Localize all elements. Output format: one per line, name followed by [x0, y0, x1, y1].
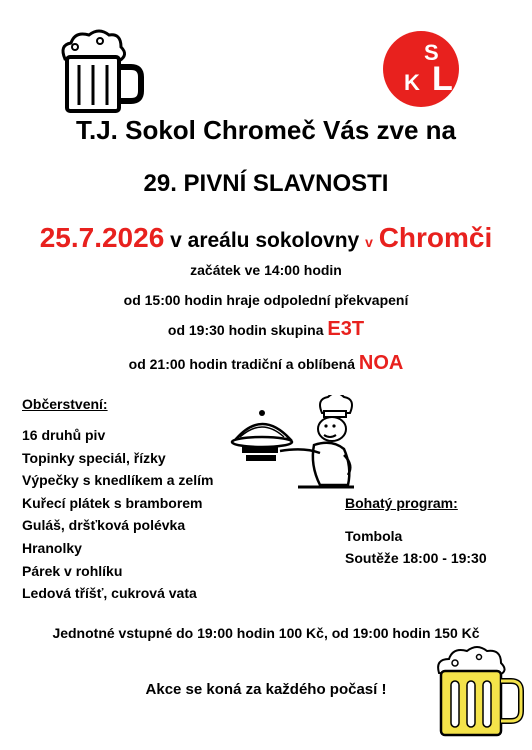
program-section [345, 495, 487, 569]
band2-name: NOA [358, 352, 404, 374]
logo-letter-l: L [432, 60, 453, 98]
band1-line [0, 318, 532, 341]
band1-prefix: od 19:30 hodin skupina [167, 322, 324, 338]
list-item: Hranolky [22, 539, 82, 556]
date-venue-line [0, 222, 532, 254]
venue-text: v areálu sokolovny [170, 229, 360, 252]
beer-mug-icon [45, 25, 145, 115]
menu-heading: Občerstvení: [22, 396, 108, 412]
list-item: Tombola [345, 528, 403, 544]
event-town: Chromči [378, 222, 493, 253]
band1-name: E3T [327, 318, 365, 340]
waiter-chef-icon [228, 395, 356, 495]
program-heading: Bohatý program: [345, 495, 458, 511]
venue-prep: v [365, 234, 373, 250]
beer-mugs-icon [433, 645, 525, 740]
band2-prefix: od 21:00 hodin tradiční a oblíbená [128, 356, 356, 372]
weather-note: Akce se koná za každého počasí ! [145, 681, 387, 698]
afternoon-program: od 15:00 hodin hraje odpolední překvapení [123, 292, 409, 308]
entry-fee: Jednotné vstupné do 19:00 hodin 100 Kč, od 19:00 hodin 150 Kč [52, 625, 480, 641]
logo-letter-s: S [424, 40, 439, 65]
list-item: Guláš, dršťková polévka [22, 517, 186, 534]
list-item: Kuřecí plátek s bramborem [22, 494, 203, 511]
list-item: 16 druhů piv [22, 427, 106, 443]
list-item: Výpečky s knedlíkem a zelím [22, 472, 214, 489]
start-time: začátek ve 14:00 hodin [190, 262, 342, 278]
logo-letter-k: K [404, 70, 420, 95]
list-item: Ledová tříšť, cukrová vata [22, 585, 197, 602]
list-item: Topinky speciál, řízky [22, 449, 166, 466]
event-date: 25.7.2026 [39, 222, 165, 253]
list-item: Párek v rohlíku [22, 562, 123, 579]
page-title: T.J. Sokol Chromeč Vás zve na [75, 115, 457, 145]
list-item: Soutěže 18:00 - 19:30 [345, 550, 487, 566]
band2-line [0, 352, 532, 375]
menu-section [22, 396, 213, 605]
event-name: 29. PIVNÍ SLAVNOSTI [143, 170, 389, 197]
sokol-logo [382, 30, 460, 108]
